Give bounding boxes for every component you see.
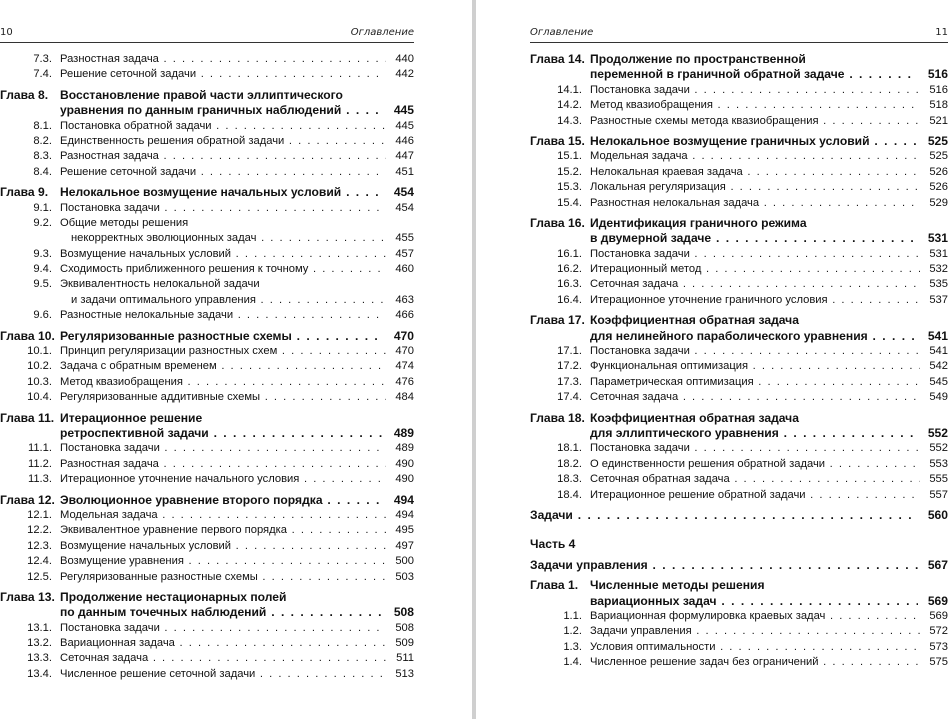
section-number: 17.2. [557, 360, 582, 373]
section-number: 18.1. [557, 442, 582, 455]
toc-section-entry[interactable] [530, 472, 948, 487]
section-number: 1.3. [563, 640, 582, 653]
entry-title: уравнения по данным граничных наблюдений . . . [60, 103, 386, 118]
page-ref: 508 [386, 621, 414, 636]
entry-title: Разностная задача . . . [60, 52, 386, 67]
toc-section-entry[interactable] [530, 149, 948, 164]
chapter-label: Глава 11. [0, 410, 55, 425]
entry-title: некорректных эволюционных задач . . . [71, 231, 386, 246]
page-ref: 489 [386, 441, 414, 456]
entry-title: Идентификация граничного режима [590, 215, 807, 230]
entry-title: Постановка задачи . . . [60, 201, 386, 216]
page-ref: 447 [386, 149, 414, 164]
left-toc [0, 52, 414, 682]
entry-title: Постановка задачи . . . [590, 441, 920, 456]
entry-title: Нелокальная краевая задача . . . [590, 165, 920, 180]
section-number: 15.1. [557, 150, 582, 163]
chapter-label: Глава 12. [0, 492, 55, 507]
entry-title: Возмущение начальных условий . . . [60, 247, 386, 262]
toc-section-entry[interactable] [530, 457, 948, 472]
toc-section-entry[interactable] [530, 180, 948, 195]
page-ref: 513 [386, 667, 414, 682]
chapter-label: Глава 15. [530, 133, 585, 148]
page-ref: 569 [920, 609, 948, 624]
toc-part-entry[interactable] [530, 508, 948, 523]
right-header-rule [530, 42, 948, 43]
entry-title: Задача с обратным временем . . . [60, 359, 386, 374]
section-number: 7.4. [33, 68, 52, 81]
entry-title: Метод квазиобращения . . . [590, 98, 920, 113]
toc-section-entry[interactable] [530, 624, 948, 639]
toc-section-entry[interactable] [0, 216, 414, 231]
entry-title: Постановка задачи . . . [590, 247, 920, 262]
toc-section-entry[interactable] [0, 359, 414, 374]
entry-title: и задачи оптимального управления . . . [71, 293, 386, 308]
section-number: 8.3. [33, 150, 52, 163]
toc-chapter-continuation[interactable] [0, 426, 414, 441]
toc-section-entry[interactable] [530, 344, 948, 359]
part-gap [530, 523, 948, 537]
toc-section-entry[interactable] [0, 539, 414, 554]
toc-chapter-entry[interactable] [530, 578, 948, 593]
section-number: 9.5. [33, 278, 52, 291]
toc-chapter-continuation[interactable] [530, 67, 948, 82]
entry-title: Локальная регуляризация . . . [590, 180, 920, 195]
section-number: 1.4. [563, 656, 582, 669]
entry-title: Итерационный метод . . . [590, 262, 920, 277]
page-ref: 503 [386, 570, 414, 585]
section-number: 16.4. [557, 293, 582, 306]
toc-section-entry[interactable] [0, 247, 414, 262]
entry-title: Регуляризованные аддитивные схемы . . . [60, 390, 386, 405]
entry-title: Модельная задача . . . [590, 149, 920, 164]
page-ref: 555 [920, 472, 948, 487]
page-ref: 442 [386, 67, 414, 82]
entry-title: переменной в граничной обратной задаче . . . [590, 67, 920, 82]
toc-section-entry[interactable] [0, 231, 414, 246]
section-number: 10.3. [27, 375, 52, 388]
page-ref: 541 [918, 329, 948, 344]
toc-section-entry[interactable] [0, 149, 414, 164]
page-ref: 549 [920, 390, 948, 405]
page-ref: 529 [920, 196, 948, 211]
chapter-label: Глава 14. [530, 52, 585, 66]
entry-title: Коэффициентная обратная задача [590, 313, 799, 328]
chapter-label: Глава 18. [530, 410, 585, 425]
toc-section-entry[interactable] [530, 98, 948, 113]
page-ref: 567 [918, 558, 948, 573]
toc-section-entry[interactable] [0, 621, 414, 636]
section-number: 12.1. [27, 508, 52, 521]
entry-title: Задачи управления . . . [590, 624, 920, 639]
entry-title: Общие методы решения [60, 216, 189, 229]
page-ref: 494 [386, 508, 414, 523]
page-ref: 575 [920, 655, 948, 670]
section-number: 16.2. [557, 263, 582, 276]
section-number: 12.2. [27, 524, 52, 537]
toc-chapter-entry[interactable] [530, 134, 948, 149]
entry-title: Решение сеточной задачи . . . [60, 67, 386, 82]
entry-title: Итерационное решение [60, 410, 203, 425]
page-ref: 526 [920, 180, 948, 195]
section-number: 18.2. [557, 457, 582, 470]
page-ref: 440 [386, 52, 414, 67]
page-ref: 532 [920, 262, 948, 277]
toc-chapter-entry[interactable] [530, 313, 948, 328]
page-ref: 455 [386, 231, 414, 246]
toc-section-entry[interactable] [530, 247, 948, 262]
page-ref: 463 [386, 293, 414, 308]
toc-section-entry[interactable] [0, 651, 414, 666]
page-ref: 531 [918, 231, 948, 246]
entry-title: Модельная задача . . . [60, 508, 386, 523]
chapter-label: Глава 13. [0, 589, 55, 604]
entry-title: Функциональная оптимизация . . . [590, 359, 920, 374]
entry-title: Итерационное уточнение начального условия . . . [60, 472, 386, 487]
entry-title: Часть 4 [530, 537, 576, 552]
page-ref: 537 [920, 293, 948, 308]
toc-chapter-continuation[interactable] [530, 594, 948, 609]
toc-section-entry[interactable] [0, 390, 414, 405]
right-running-header [530, 27, 948, 41]
page-ref: 541 [920, 344, 948, 359]
toc-chapter-entry[interactable] [0, 493, 414, 508]
toc-chapter-continuation[interactable] [0, 605, 414, 620]
page-ref: 552 [918, 426, 948, 441]
section-number: 13.4. [27, 667, 52, 680]
page-ref: 525 [920, 149, 948, 164]
page-ref: 446 [386, 134, 414, 149]
toc-section-entry[interactable] [0, 308, 414, 323]
page-ref: 516 [918, 67, 948, 82]
section-number: 12.4. [27, 555, 52, 568]
page-ref: 476 [386, 375, 414, 390]
toc-chapter-entry[interactable] [530, 411, 948, 426]
section-number: 9.1. [33, 201, 52, 214]
toc-section-entry[interactable] [530, 655, 948, 670]
section-number: 8.1. [33, 119, 52, 132]
toc-section-entry[interactable] [0, 277, 414, 292]
toc-chapter-continuation[interactable] [530, 231, 948, 246]
toc-section-entry[interactable] [0, 554, 414, 569]
toc-section-entry[interactable] [530, 359, 948, 374]
entry-title: Регуляризованные разностные схемы . . . [60, 329, 386, 344]
entry-title: для нелинейного параболического уравнения . . . [590, 329, 920, 344]
entry-title: Параметрическая оптимизация . . . [590, 375, 920, 390]
toc-chapter-entry[interactable] [530, 52, 948, 67]
page-ref: 484 [386, 390, 414, 405]
entry-title: Постановка задачи . . . [60, 621, 386, 636]
section-number: 17.4. [557, 391, 582, 404]
entry-title: Численное решение задач без ограничений . . . [590, 655, 920, 670]
toc-chapter-entry[interactable] [0, 590, 414, 605]
entry-title: Постановка обратной задачи . . . [60, 119, 386, 134]
toc-section-entry[interactable] [530, 262, 948, 277]
entry-title: Задачи управления . . . [530, 558, 920, 573]
section-number: 9.3. [33, 247, 52, 260]
entry-title: Возмущение начальных условий . . . [60, 539, 386, 554]
left-page [0, 0, 472, 719]
page-ref: 518 [920, 98, 948, 113]
entry-title: для эллиптического уравнения . . . [590, 426, 920, 441]
right-header-title: Оглавление [530, 27, 594, 38]
toc-section-entry[interactable] [0, 636, 414, 651]
left-header-title: Оглавление [350, 27, 414, 38]
entry-title: Эквивалентное уравнение первого порядка . . . [60, 523, 386, 538]
toc-section-entry[interactable] [530, 640, 948, 655]
toc-chapter-continuation[interactable] [0, 103, 414, 118]
entry-title: Разностные схемы метода квазиобращения . . . [590, 114, 920, 129]
left-page-number: 10 [0, 27, 13, 38]
toc-section-entry[interactable] [0, 52, 414, 67]
entry-title: Итерационное уточнение граничного условия . . . [590, 293, 920, 308]
section-number: 16.1. [557, 247, 582, 260]
chapter-label: Глава 8. [0, 87, 49, 102]
entry-title: Восстановление правой части эллиптического [60, 87, 343, 102]
entry-title: Сеточная задача . . . [590, 390, 920, 405]
toc-section-entry[interactable] [530, 375, 948, 390]
chapter-label: Глава 10. [0, 328, 55, 343]
toc-chapter-entry[interactable] [0, 329, 414, 344]
entry-title: Продолжение нестационарных полей [60, 589, 287, 604]
entry-title: Нелокальное возмущение начальных условий . . . [60, 185, 386, 200]
page-ref: 460 [386, 262, 414, 277]
entry-title: Вариационная задача . . . [60, 636, 386, 651]
page-ref: 542 [920, 359, 948, 374]
toc-section-entry[interactable] [0, 201, 414, 216]
toc-section-entry[interactable] [0, 293, 414, 308]
entry-title: Метод квазиобращения . . . [60, 375, 386, 390]
toc-section-entry[interactable] [0, 344, 414, 359]
entry-title: Эволюционное уравнение второго порядка . . . [60, 493, 386, 508]
entry-title: Итерационное решение обратной задачи . . . [590, 488, 920, 503]
entry-title: Нелокальное возмущение граничных условий . . . [590, 134, 920, 149]
toc-section-entry[interactable] [0, 508, 414, 523]
entry-title: Решение сеточной задачи . . . [60, 165, 386, 180]
page-ref: 535 [920, 277, 948, 292]
toc-section-entry[interactable] [530, 441, 948, 456]
section-number: 15.4. [557, 196, 582, 209]
entry-title: Коэффициентная обратная задача [590, 410, 799, 425]
toc-section-entry[interactable] [0, 262, 414, 277]
entry-title: Численные методы решения [590, 578, 765, 593]
page-ref: 470 [384, 329, 414, 344]
entry-title: Постановка задачи . . . [590, 344, 920, 359]
page-ref: 557 [920, 488, 948, 503]
section-number: 13.3. [27, 652, 52, 665]
section-number: 9.6. [33, 309, 52, 322]
toc-section-entry[interactable] [0, 457, 414, 472]
section-number: 8.2. [33, 134, 52, 147]
page-ref: 569 [918, 594, 948, 609]
page-ref: 531 [920, 247, 948, 262]
toc-section-entry[interactable] [0, 523, 414, 538]
page-ref: 521 [920, 114, 948, 129]
entry-title: ретроспективной задачи . . . [60, 426, 386, 441]
page-ref: 572 [920, 624, 948, 639]
page-ref: 454 [386, 201, 414, 216]
toc-section-entry[interactable] [0, 472, 414, 487]
section-number: 16.3. [557, 278, 582, 291]
entry-title: Вариационная формулировка краевых задач . . . [590, 609, 920, 624]
toc-section-entry[interactable] [0, 67, 414, 82]
toc-section-entry[interactable] [530, 488, 948, 503]
toc-section-entry[interactable] [530, 83, 948, 98]
section-number: 11.2. [27, 457, 52, 470]
page-ref: 457 [386, 247, 414, 262]
left-running-header [0, 27, 414, 41]
toc-chapter-entry[interactable] [0, 411, 414, 426]
page-ref: 509 [386, 636, 414, 651]
toc-section-entry[interactable] [0, 667, 414, 682]
toc-chapter-continuation[interactable] [530, 329, 948, 344]
page-ref: 497 [386, 539, 414, 554]
section-number: 14.2. [557, 99, 582, 112]
page-ref: 500 [386, 554, 414, 569]
toc-section-entry[interactable] [530, 609, 948, 624]
toc-section-entry[interactable] [0, 134, 414, 149]
page-ref: 516 [920, 83, 948, 98]
section-number: 18.3. [557, 473, 582, 486]
page-ref: 508 [384, 605, 414, 620]
toc-section-entry[interactable] [530, 390, 948, 405]
toc-section-entry[interactable] [530, 196, 948, 211]
entry-title: Сеточная задача . . . [590, 277, 920, 292]
entry-title: Сеточная задача . . . [60, 651, 386, 666]
toc-section-entry[interactable] [0, 441, 414, 456]
page-ref: 489 [384, 426, 414, 441]
entry-title: Численное решение сеточной задачи . . . [60, 667, 386, 682]
page-ref: 470 [386, 344, 414, 359]
section-number: 1.2. [563, 625, 582, 638]
toc-section-entry[interactable] [530, 277, 948, 292]
page-ref: 494 [384, 493, 414, 508]
entry-title: Разностная задача . . . [60, 149, 386, 164]
right-page [476, 0, 952, 719]
entry-title: Условия оптимальности . . . [590, 640, 920, 655]
toc-chapter-continuation[interactable] [530, 426, 948, 441]
entry-title: в двумерной задаче . . . [590, 231, 920, 246]
entry-title: Сходимость приближенного решения к точному . . . [60, 262, 386, 277]
section-number: 11.1. [27, 442, 52, 455]
toc-section-entry[interactable] [530, 293, 948, 308]
entry-title: Эквивалентность нелокальной задачи [60, 278, 260, 291]
page-ref: 553 [920, 457, 948, 472]
section-number: 10.4. [27, 391, 52, 404]
section-number: 17.3. [557, 375, 582, 388]
toc-section-entry[interactable] [0, 570, 414, 585]
right-toc [530, 52, 948, 670]
section-number: 14.3. [557, 114, 582, 127]
page-ref: 525 [918, 134, 948, 149]
page-ref: 526 [920, 165, 948, 180]
page-ref: 545 [920, 375, 948, 390]
section-number: 12.5. [27, 570, 52, 583]
page-ref: 552 [920, 441, 948, 456]
chapter-label: Глава 17. [530, 313, 585, 328]
entry-title: Единственность решения обратной задачи . . . [60, 134, 386, 149]
page-ref: 454 [384, 185, 414, 200]
entry-title: по данным точечных наблюдений . . . [60, 605, 386, 620]
chapter-label: Глава 9. [0, 185, 49, 200]
entry-title: Принцип регуляризации разностных схем . . . [60, 344, 386, 359]
page-ref: 445 [386, 119, 414, 134]
page-ref: 451 [386, 165, 414, 180]
entry-title: вариационных задач . . . [590, 594, 920, 609]
page-ref: 495 [386, 523, 414, 538]
section-number: 11.3. [27, 473, 52, 486]
entry-title: Регуляризованные разностные схемы . . . [60, 570, 386, 585]
entry-title: Продолжение по пространственной [590, 52, 806, 66]
toc-section-entry[interactable] [0, 375, 414, 390]
section-number: 10.2. [27, 360, 52, 373]
toc-part-entry[interactable] [530, 558, 948, 573]
section-number: 9.4. [33, 263, 52, 276]
toc-chapter-entry[interactable] [0, 88, 414, 103]
page-ref: 490 [386, 472, 414, 487]
page-ref: 490 [386, 457, 414, 472]
entry-title: Сеточная обратная задача . . . [590, 472, 920, 487]
page-ref: 445 [384, 103, 414, 118]
section-number: 12.3. [27, 539, 52, 552]
section-number: 9.2. [33, 216, 52, 229]
page-ref: 474 [386, 359, 414, 374]
section-number: 7.3. [33, 53, 52, 65]
page-ref: 466 [386, 308, 414, 323]
toc-section-entry[interactable] [530, 114, 948, 129]
toc-chapter-entry[interactable] [530, 216, 948, 231]
section-number: 15.2. [557, 165, 582, 178]
section-number: 1.1. [563, 609, 582, 622]
section-number: 10.1. [27, 345, 52, 358]
page-ref: 511 [386, 651, 414, 666]
toc-part-entry[interactable] [530, 537, 948, 552]
right-page-number: 11 [935, 27, 948, 38]
toc-section-entry[interactable] [0, 165, 414, 180]
left-header-rule [0, 42, 414, 43]
chapter-label: Глава 1. [530, 578, 579, 593]
entry-title: Возмущение уравнения . . . [60, 554, 386, 569]
page-ref: 560 [918, 508, 948, 523]
entry-title: Задачи . . . [530, 508, 920, 523]
entry-title: Разностная задача . . . [60, 457, 386, 472]
entry-title: Постановка задачи . . . [60, 441, 386, 456]
page-ref: 573 [920, 640, 948, 655]
section-number: 15.3. [557, 181, 582, 194]
entry-title: Разностные нелокальные задачи . . . [60, 308, 386, 323]
section-number: 8.4. [33, 165, 52, 178]
entry-title: О единственности решения обратной задачи . . . [590, 457, 920, 472]
entry-title: Разностная нелокальная задача . . . [590, 196, 920, 211]
entry-title: Постановка задачи . . . [590, 83, 920, 98]
section-number: 14.1. [557, 83, 582, 96]
section-number: 13.2. [27, 637, 52, 650]
section-number: 18.4. [557, 488, 582, 501]
toc-chapter-entry[interactable] [0, 185, 414, 200]
section-number: 17.1. [557, 345, 582, 358]
chapter-label: Глава 16. [530, 215, 585, 230]
toc-section-entry[interactable] [530, 165, 948, 180]
toc-section-entry[interactable] [0, 119, 414, 134]
section-number: 13.1. [27, 621, 52, 634]
